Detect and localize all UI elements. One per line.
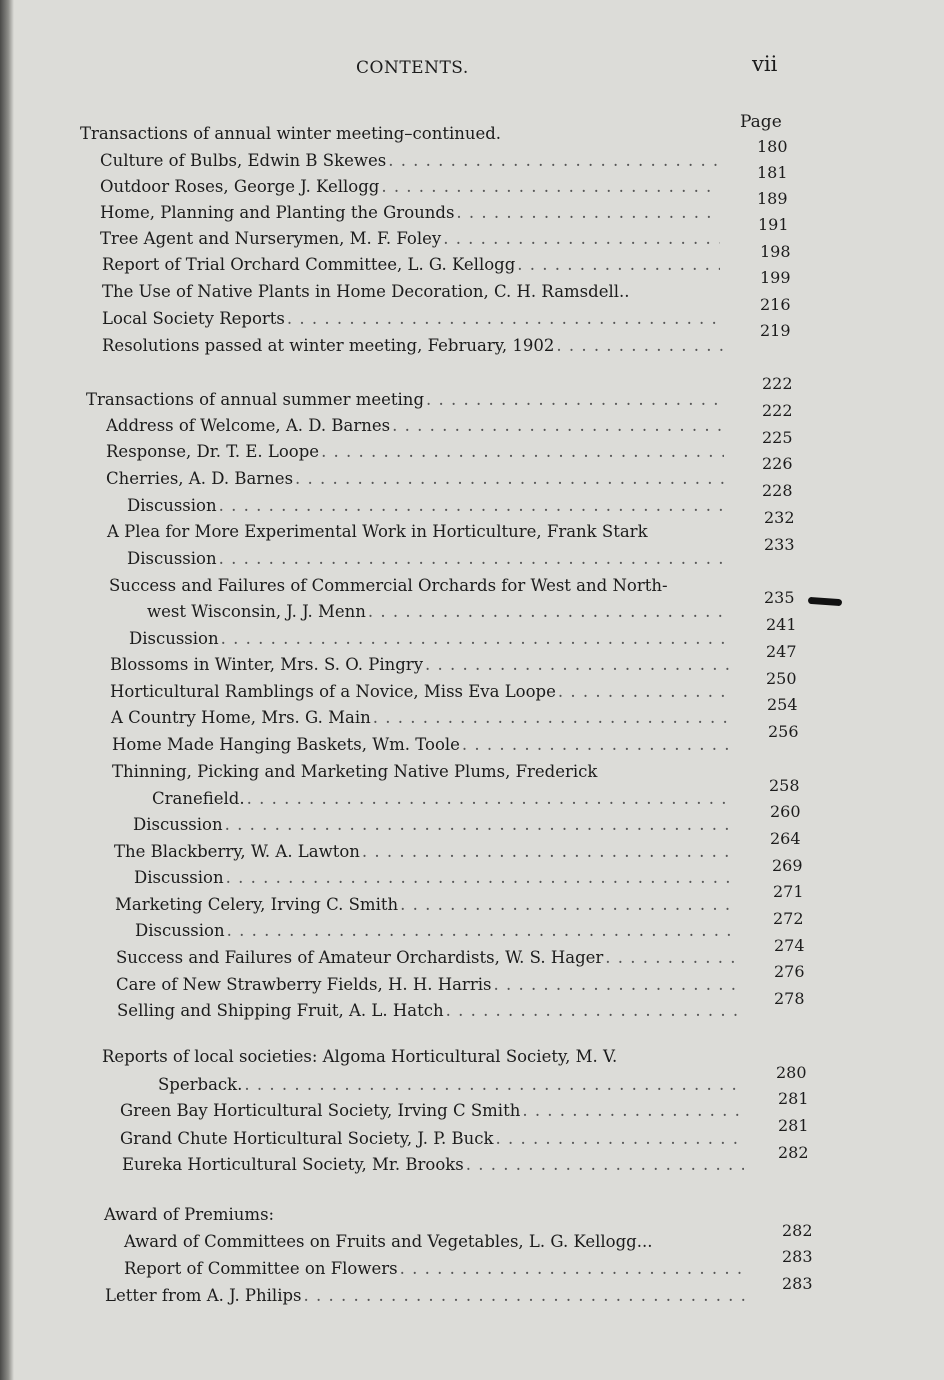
toc-entry xyxy=(120,1127,748,1151)
entry-page-number: 222 xyxy=(762,374,793,393)
section-heading-awards: Award of Premiums: xyxy=(104,1205,275,1224)
dot-leader xyxy=(362,840,734,864)
toc-entry xyxy=(106,414,730,438)
toc-entry xyxy=(102,253,726,277)
entry-title: Report of Committee on Flowers xyxy=(124,1259,398,1278)
toc-entry xyxy=(158,1073,748,1097)
running-head: CONTENTS. xyxy=(356,58,469,78)
dot-leader xyxy=(381,175,720,199)
entry-page-number: 225 xyxy=(762,428,793,447)
entry-page-number: 228 xyxy=(762,481,793,500)
toc-entry xyxy=(124,1230,756,1254)
page-column-heading: Page xyxy=(740,112,782,132)
entry-page-number: 283 xyxy=(782,1247,813,1266)
entry-title: Tree Agent and Nurserymen, M. F. Foley xyxy=(100,229,442,248)
entry-page-number: 233 xyxy=(764,535,795,554)
toc-entry xyxy=(100,201,726,225)
entry-title: Response, Dr. T. E. Loope xyxy=(106,442,320,461)
entry-page-number: 254 xyxy=(767,695,798,714)
toc-entry xyxy=(110,680,738,704)
toc-entry xyxy=(122,1153,750,1177)
toc-entry xyxy=(133,813,739,837)
dot-leader xyxy=(426,388,722,412)
entry-title: Award of Committees on Fruits and Vegetables, L. G. Kellogg... xyxy=(124,1232,653,1251)
entry-title: Success and Failures of Amateur Orchardists, W. S. Hager xyxy=(116,948,604,967)
toc-entry xyxy=(112,733,740,757)
toc-entry xyxy=(152,787,738,811)
entry-title: Local Society Reports xyxy=(102,309,285,328)
entry-title: Success and Failures of Commercial Orchards for West and North- xyxy=(109,576,668,595)
entry-title: Thinning, Picking and Marketing Native Plums, Frederick xyxy=(112,762,598,781)
entry-title: Blossoms in Winter, Mrs. S. O. Pingry xyxy=(110,655,424,674)
toc-entry xyxy=(120,1099,748,1123)
toc-entry xyxy=(127,547,735,571)
entry-title: Discussion xyxy=(127,549,217,568)
entry-page-number: 181 xyxy=(757,163,788,182)
toc-entry xyxy=(117,999,745,1023)
toc-entry xyxy=(100,227,726,251)
toc-entry xyxy=(135,919,743,943)
entry-title: Discussion xyxy=(129,629,219,648)
entry-page-number: 180 xyxy=(757,137,788,156)
entry-title: Selling and Shipping Fruit, A. L. Hatch xyxy=(117,1001,444,1020)
dot-leader xyxy=(219,494,727,518)
dot-leader xyxy=(443,227,720,251)
entry-title: Sperback. xyxy=(158,1075,243,1094)
entry-page-number: 191 xyxy=(758,215,789,234)
entry-page-number: 199 xyxy=(760,268,791,287)
dot-leader xyxy=(226,866,736,890)
toc-entry xyxy=(106,467,732,491)
entry-title: west Wisconsin, J. J. Menn xyxy=(147,602,366,621)
dot-leader xyxy=(446,999,739,1023)
entry-title: Letter from A. J. Philips xyxy=(105,1286,302,1305)
dot-leader xyxy=(517,253,720,277)
toc-entry xyxy=(116,973,744,997)
dot-leader xyxy=(219,547,729,571)
dot-leader xyxy=(466,1153,744,1177)
entry-page-number: 216 xyxy=(760,295,791,314)
entry-page-number: 260 xyxy=(770,802,801,821)
entry-page-number: 264 xyxy=(770,829,801,848)
toc-entry xyxy=(107,520,739,544)
entry-page-number: 250 xyxy=(766,669,797,688)
entry-page-number: 283 xyxy=(782,1274,813,1293)
dot-leader xyxy=(221,627,729,651)
dot-leader xyxy=(400,1257,746,1281)
toc-entry xyxy=(106,440,730,464)
entry-page-number: 278 xyxy=(774,989,805,1008)
entry-page-number: 272 xyxy=(773,909,804,928)
entry-title: Home Made Hanging Baskets, Wm. Toole xyxy=(112,735,460,754)
dot-leader xyxy=(456,201,720,225)
entry-title: Green Bay Horticultural Society, Irving C Smith xyxy=(120,1101,521,1120)
entry-title: Grand Chute Horticultural Society, J. P. Buck xyxy=(120,1129,494,1148)
entry-page-number: 226 xyxy=(762,454,793,473)
section-heading-winter: Transactions of annual winter meeting–continued. xyxy=(80,124,502,143)
entry-page-number: 276 xyxy=(774,962,805,981)
entry-page-number: 247 xyxy=(766,642,797,661)
toc-entry xyxy=(147,600,735,624)
entry-title: A Plea for More Experimental Work in Horticulture, Frank Stark xyxy=(107,522,648,541)
entry-title: Cherries, A. D. Barnes xyxy=(106,469,294,488)
toc-entry xyxy=(102,334,730,358)
dot-leader xyxy=(368,600,729,624)
entry-title: Home, Planning and Planting the Grounds xyxy=(100,203,455,222)
entry-page-number: 189 xyxy=(757,189,788,208)
toc-entry xyxy=(105,1284,753,1308)
toc-entry xyxy=(114,840,740,864)
toc-entry xyxy=(134,866,742,890)
dot-leader xyxy=(321,440,724,464)
entry-title: Care of New Strawberry Fields, H. H. Harris xyxy=(116,975,492,994)
entry-title: The Blackberry, W. A. Lawton xyxy=(114,842,360,861)
entry-title: Reports of local societies: Algoma Horticultural Society, M. V. xyxy=(102,1047,618,1066)
dot-leader xyxy=(392,414,724,438)
entry-title: Address of Welcome, A. D. Barnes xyxy=(106,416,391,435)
entry-title: Resolutions passed at winter meeting, February, 1902 xyxy=(102,336,555,355)
entry-page-number: 274 xyxy=(774,936,805,955)
entry-title: Cranefield. xyxy=(152,789,245,808)
entry-title: Discussion xyxy=(133,815,223,834)
toc-entry xyxy=(102,307,728,331)
toc-entry xyxy=(102,1045,752,1069)
toc-entry xyxy=(100,175,726,199)
entry-title: Report of Trial Orchard Committee, L. G. Kellogg xyxy=(102,255,516,274)
dot-leader xyxy=(247,787,732,811)
entry-page-number: 281 xyxy=(778,1089,809,1108)
toc-entry xyxy=(129,627,735,651)
dot-leader xyxy=(400,893,737,917)
entry-title: Discussion xyxy=(127,496,217,515)
toc-entry xyxy=(100,149,726,173)
entry-title: Horticultural Ramblings of a Novice, Miss Eva Loope xyxy=(110,682,556,701)
entry-title: A Country Home, Mrs. G. Main xyxy=(111,708,371,727)
dot-leader xyxy=(462,733,734,757)
dot-leader xyxy=(495,1127,742,1151)
dot-leader xyxy=(227,919,737,943)
entry-page-number: 258 xyxy=(769,776,800,795)
entry-page-number: 232 xyxy=(764,508,795,527)
toc-entry xyxy=(102,280,728,304)
dot-leader xyxy=(295,467,726,491)
dot-leader xyxy=(225,813,733,837)
dot-leader xyxy=(425,653,730,677)
entry-title: Discussion xyxy=(135,921,225,940)
entry-page-number: 282 xyxy=(782,1221,813,1240)
toc-entry xyxy=(112,760,742,784)
dot-leader xyxy=(373,706,732,730)
entry-title: Culture of Bulbs, Edwin B Skewes xyxy=(100,151,387,170)
entry-title: Discussion xyxy=(134,868,224,887)
dot-leader xyxy=(558,680,732,704)
dot-leader xyxy=(244,1073,742,1097)
toc-entry xyxy=(124,1257,752,1281)
entry-title: Transactions of annual summer meeting xyxy=(86,390,425,409)
toc-entry xyxy=(116,946,744,970)
toc-entry xyxy=(110,653,736,677)
toc-entry xyxy=(111,706,738,730)
entry-page-number: 235 xyxy=(764,588,795,607)
entry-page-number: 269 xyxy=(772,856,803,875)
dot-leader xyxy=(287,307,722,331)
toc-entry xyxy=(109,574,741,598)
entry-page-number: 281 xyxy=(778,1116,809,1135)
dot-leader xyxy=(522,1099,742,1123)
dot-leader xyxy=(605,946,738,970)
dot-leader xyxy=(556,334,724,358)
entry-page-number: 271 xyxy=(773,882,804,901)
toc-entry xyxy=(115,893,743,917)
entry-page-number: 282 xyxy=(778,1143,809,1162)
entry-title: Marketing Celery, Irving C. Smith xyxy=(115,895,399,914)
entry-page-number: 198 xyxy=(760,242,791,261)
entry-page-number: 222 xyxy=(762,401,793,420)
entry-title: Outdoor Roses, George J. Kellogg xyxy=(100,177,380,196)
dot-leader xyxy=(304,1284,747,1308)
dot-leader xyxy=(388,149,720,173)
entry-page-number: 280 xyxy=(776,1063,807,1082)
dot-leader xyxy=(493,973,738,997)
entry-title: Eureka Horticultural Society, Mr. Brooks xyxy=(122,1155,464,1174)
entry-page-number: 219 xyxy=(760,321,791,340)
entry-page-number: 256 xyxy=(768,722,799,741)
entry-page-number: 241 xyxy=(766,615,797,634)
toc-entry xyxy=(127,494,733,518)
entry-title: The Use of Native Plants in Home Decoration, C. H. Ramsdell.. xyxy=(102,282,630,301)
toc-entry xyxy=(86,388,728,412)
page-folio: vii xyxy=(752,52,778,76)
